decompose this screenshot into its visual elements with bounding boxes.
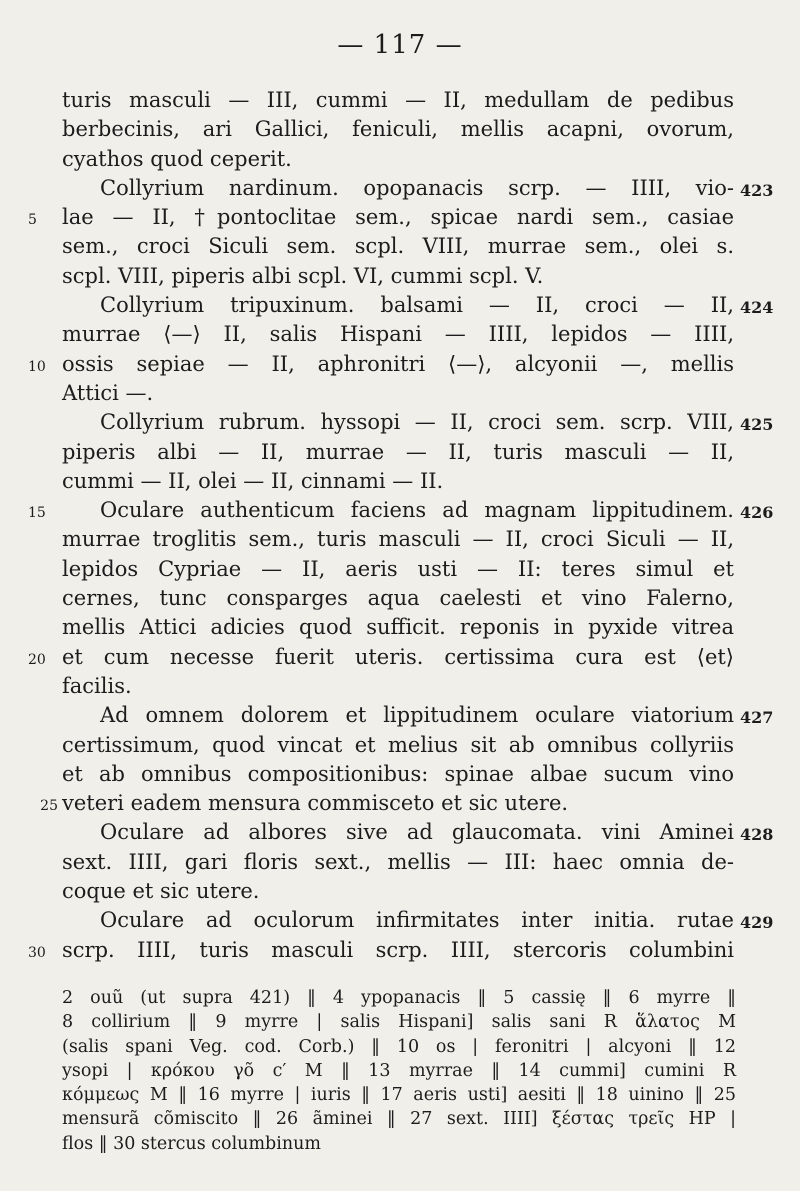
text-line [28, 643, 734, 672]
apparatus-line: κόμμεως M ‖ 16 myrre | iuris ‖ 17 aeris usti] aesiti ‖ 18 uinino ‖ 25 [62, 1085, 736, 1106]
text-line [62, 672, 734, 701]
line-text: Collyrium nardinum. opopanacis scrp. — IIII, vio- [100, 175, 734, 200]
text-line [62, 701, 774, 730]
apparatus-line: mensurã cõmiscito ‖ 26 ãminei ‖ 27 sext. IIII] ξέστας τρεῖς HP | [62, 1109, 736, 1130]
text-line [28, 350, 734, 379]
line-text: Oculare authenticum faciens ad magnam lippitudinem. [100, 498, 734, 523]
line-text: turis masculi — III, cummi — II, medullam de pedibus [62, 88, 734, 112]
line-text: cummi — II, olei — II, cinnami — II. [62, 468, 444, 493]
text-line [62, 848, 734, 877]
line-text: lae — II, †pontoclitae sem., spicae nardi sem., casiae [62, 205, 734, 230]
text-line [62, 906, 774, 935]
text-line [62, 877, 734, 906]
section-number: 424 [740, 298, 774, 318]
text-line [62, 408, 774, 437]
line-text: scpl. VIII, piperis albi scpl. VI, cummi scpl. V. [62, 263, 544, 288]
line-number: 25 [40, 798, 58, 815]
text-line [62, 731, 734, 760]
line-text: Attici —. [62, 380, 154, 405]
line-text: berbecinis, ari Gallici, feniculi, mellis acapni, ovorum, [62, 117, 734, 142]
line-number: 15 [28, 505, 46, 522]
line-text: mellis Attici adicies quod sufficit. reponis in pyxide vitrea [62, 615, 734, 640]
apparatus-line: flos ‖ 30 stercus columbinum [62, 1133, 321, 1154]
text-line [62, 438, 734, 467]
line-text: murrae ⟨—⟩ II, salis Hispani — IIII, lepidos — IIII, [62, 322, 734, 347]
line-text: facilis. [62, 673, 132, 698]
line-text: sem., croci Siculi sem. scpl. VIII, murrae sem., olei s. [62, 234, 734, 259]
text-line [62, 379, 734, 408]
text-line [28, 936, 734, 965]
section-number: 428 [740, 825, 774, 845]
text-line [28, 203, 734, 232]
line-text: Collyrium rubrum. hyssopi — II, croci sem. scrp. VIII, [100, 410, 734, 435]
text-line [62, 818, 774, 847]
text-line [62, 525, 734, 554]
main-text [28, 86, 774, 965]
text-line [62, 555, 734, 584]
section-number: 426 [740, 503, 774, 523]
line-number: 30 [28, 944, 46, 961]
section-number: 429 [740, 913, 774, 933]
text-line [62, 232, 734, 261]
line-text: certissimum, quod vincat et melius sit ab omnibus collyriis [62, 732, 734, 757]
text-line [62, 760, 734, 789]
text-line [62, 291, 774, 320]
line-text: veteri eadem mensura commisceto et sic utere. [62, 791, 569, 816]
line-text: cernes, tunc consparges aqua caelesti et vino Falerno, [62, 586, 734, 611]
apparatus-line: 2 ouũ (ut supra 421) ‖ 4 ypopanacis ‖ 5 cassię ‖ 6 myrre ‖ [62, 988, 736, 1008]
section-number: 423 [740, 180, 774, 200]
line-text: Oculare ad albores sive ad glaucomata. vini Aminei [100, 820, 734, 845]
line-text: Ad omnem dolorem et lippitudinem oculare viatorium [100, 703, 734, 728]
apparatus-line: ysopi | κρόκου γõ c′ M ‖ 13 myrrae ‖ 14 cummi] cumini R [62, 1060, 736, 1081]
text-line [40, 789, 734, 818]
section-number: 425 [740, 415, 774, 435]
text-line [62, 584, 734, 613]
line-text: sext. IIII, gari floris sext., mellis — III: haec omnia de- [62, 849, 734, 874]
line-number: 20 [28, 651, 46, 668]
text-line [62, 115, 734, 144]
text-line [62, 262, 734, 291]
critical-apparatus [62, 986, 736, 1156]
line-text: et cum necesse fuerit uteris. certissima cura est ⟨et⟩ [62, 644, 734, 669]
text-line [62, 174, 774, 203]
text-line [28, 496, 774, 525]
line-text: piperis albi — II, murrae — II, turis masculi — II, [62, 439, 734, 464]
page-header: — 117 — [337, 30, 463, 60]
line-text: cyathos quod ceperit. [62, 146, 292, 171]
line-number: 5 [28, 212, 37, 229]
apparatus-line: 8 collirium ‖ 9 myrre | salis Hispani] salis sani R ἅλατος M [62, 1012, 736, 1033]
line-text: ossis sepiae — II, aphronitri ⟨—⟩, alcyonii —, mellis [62, 351, 734, 376]
line-text: et ab omnibus compositionibus: spinae albae sucum vino [62, 761, 734, 786]
text-line [62, 86, 734, 115]
line-text: Collyrium tripuxinum. balsami — II, croci — II, [100, 293, 734, 318]
line-text: Oculare ad oculorum infirmitates inter initia. rutae [100, 908, 734, 933]
section-number: 427 [740, 708, 774, 728]
text-line [62, 145, 734, 174]
text-line [62, 320, 734, 349]
line-text: murrae troglitis sem., turis masculi — II, croci Siculi — II, [62, 527, 734, 552]
apparatus-line: (salis spani Veg. cod. Corb.) ‖ 10 os | feronitri | alcyoni ‖ 12 [62, 1036, 736, 1057]
line-text: scrp. IIII, turis masculi scrp. IIII, stercoris columbini [62, 937, 734, 962]
line-number: 10 [28, 358, 46, 375]
text-line [62, 613, 734, 642]
text-line [62, 467, 734, 496]
line-text: coque et sic utere. [62, 879, 260, 904]
line-text: lepidos Cypriae — II, aeris usti — II: teres simul et [62, 556, 734, 581]
